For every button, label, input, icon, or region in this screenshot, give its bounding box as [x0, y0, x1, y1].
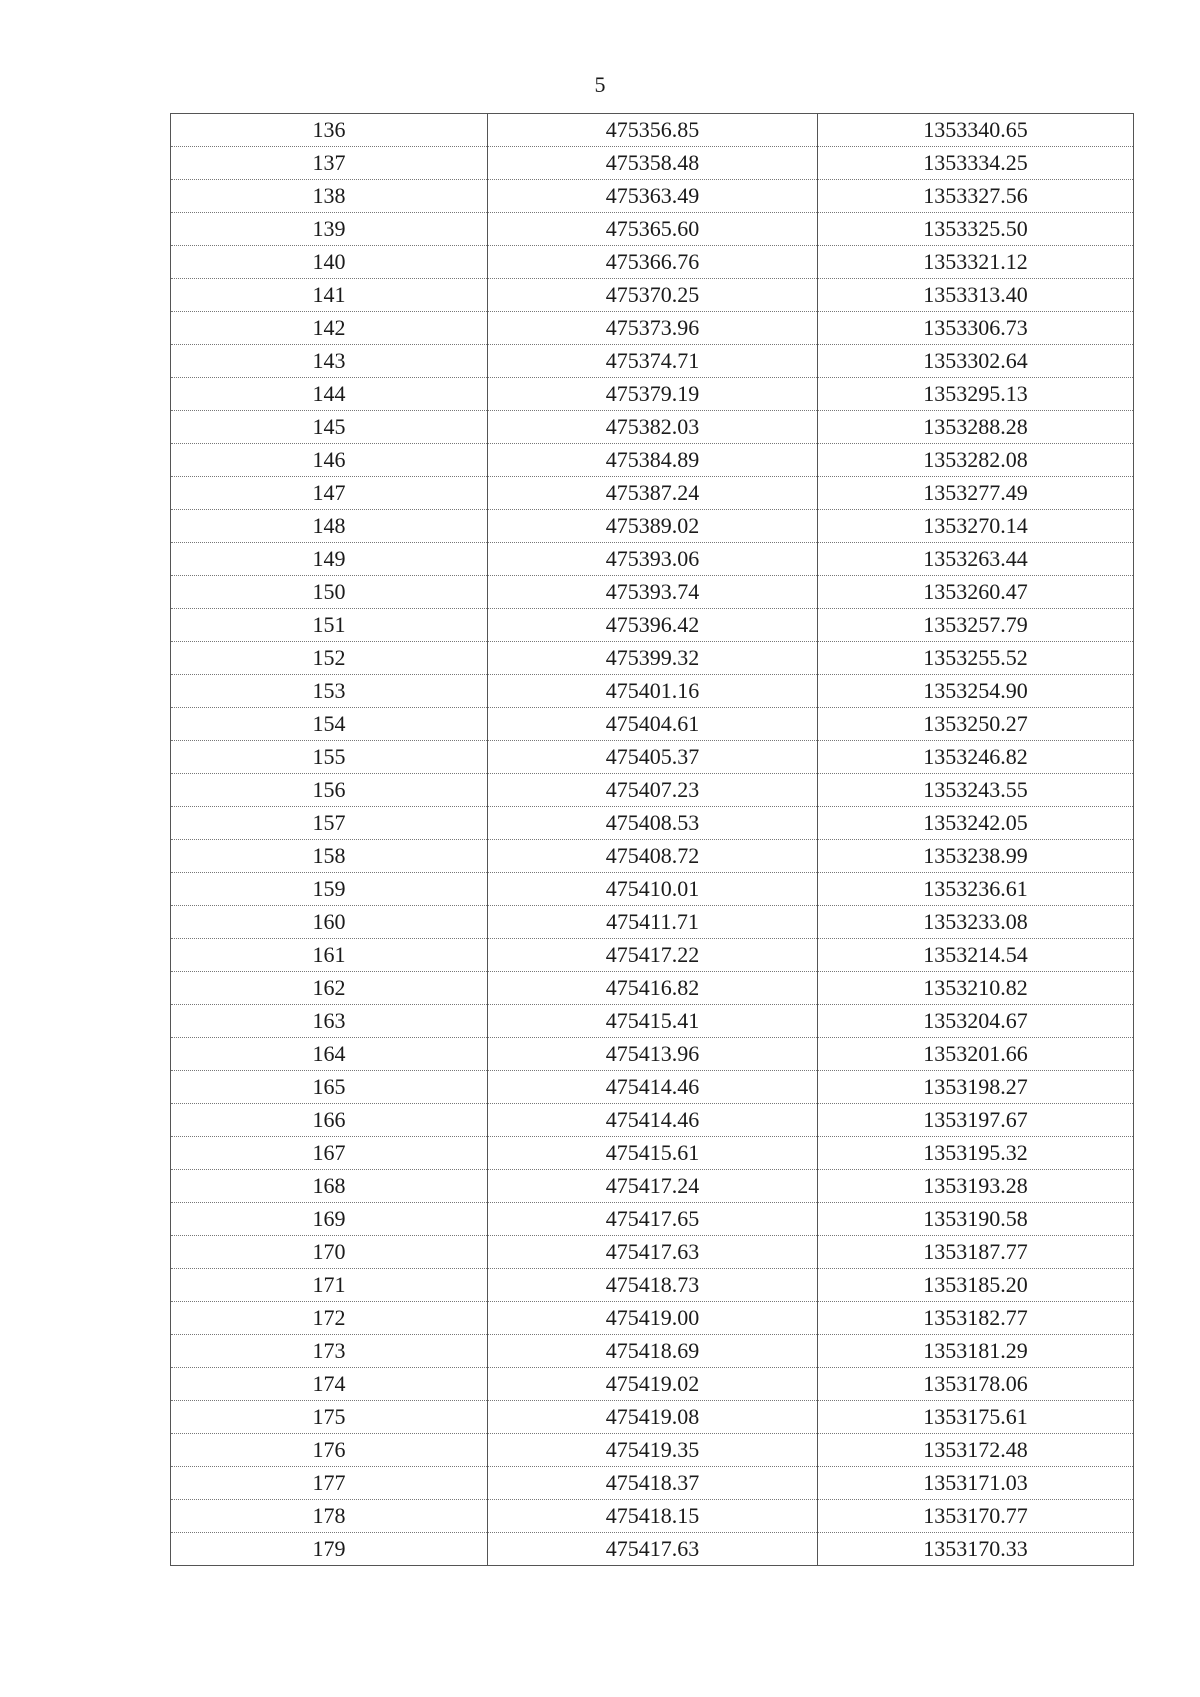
table-row: [171, 1533, 1134, 1566]
table-row: [171, 1434, 1134, 1467]
x-coordinate-cell: 475418.37: [488, 1467, 818, 1500]
y-coordinate-cell: 1353187.77: [818, 1236, 1134, 1269]
coordinates-table-body: [171, 114, 1134, 1566]
table-row: [171, 1203, 1134, 1236]
x-coordinate-cell: 475410.01: [488, 873, 818, 906]
point-number-cell: 168: [171, 1170, 488, 1203]
y-coordinate-cell: 1353263.44: [818, 543, 1134, 576]
y-coordinate-cell: 1353178.06: [818, 1368, 1134, 1401]
point-number-cell: 154: [171, 708, 488, 741]
table-row: [171, 807, 1134, 840]
y-coordinate-cell: 1353182.77: [818, 1302, 1134, 1335]
table-row: [171, 1302, 1134, 1335]
y-coordinate-cell: 1353238.99: [818, 840, 1134, 873]
y-coordinate-cell: 1353210.82: [818, 972, 1134, 1005]
x-coordinate-cell: 475393.06: [488, 543, 818, 576]
x-coordinate-cell: 475419.02: [488, 1368, 818, 1401]
x-coordinate-cell: 475418.15: [488, 1500, 818, 1533]
x-coordinate-cell: 475382.03: [488, 411, 818, 444]
y-coordinate-cell: 1353175.61: [818, 1401, 1134, 1434]
table-row: [171, 1269, 1134, 1302]
x-coordinate-cell: 475363.49: [488, 180, 818, 213]
point-number-cell: 167: [171, 1137, 488, 1170]
point-number-cell: 170: [171, 1236, 488, 1269]
page-number: 5: [594, 72, 606, 97]
table-row: [171, 741, 1134, 774]
y-coordinate-cell: 1353214.54: [818, 939, 1134, 972]
table-row: [171, 1170, 1134, 1203]
x-coordinate-cell: 475396.42: [488, 609, 818, 642]
x-coordinate-cell: 475417.22: [488, 939, 818, 972]
x-coordinate-cell: 475405.37: [488, 741, 818, 774]
y-coordinate-cell: 1353257.79: [818, 609, 1134, 642]
point-number-cell: 159: [171, 873, 488, 906]
point-number-cell: 156: [171, 774, 488, 807]
table-row: [171, 411, 1134, 444]
point-number-cell: 179: [171, 1533, 488, 1566]
y-coordinate-cell: 1353255.52: [818, 642, 1134, 675]
y-coordinate-cell: 1353254.90: [818, 675, 1134, 708]
x-coordinate-cell: 475413.96: [488, 1038, 818, 1071]
x-coordinate-cell: 475365.60: [488, 213, 818, 246]
table-row: [171, 972, 1134, 1005]
y-coordinate-cell: 1353190.58: [818, 1203, 1134, 1236]
point-number-cell: 138: [171, 180, 488, 213]
table-row: [171, 477, 1134, 510]
point-number-cell: 137: [171, 147, 488, 180]
x-coordinate-cell: 475417.63: [488, 1236, 818, 1269]
y-coordinate-cell: 1353246.82: [818, 741, 1134, 774]
x-coordinate-cell: 475384.89: [488, 444, 818, 477]
y-coordinate-cell: 1353236.61: [818, 873, 1134, 906]
y-coordinate-cell: 1353277.49: [818, 477, 1134, 510]
table-row: [171, 444, 1134, 477]
point-number-cell: 172: [171, 1302, 488, 1335]
table-row: [171, 147, 1134, 180]
table-row: [171, 576, 1134, 609]
table-row: [171, 510, 1134, 543]
y-coordinate-cell: 1353170.77: [818, 1500, 1134, 1533]
table-row: [171, 114, 1134, 147]
x-coordinate-cell: 475419.35: [488, 1434, 818, 1467]
point-number-cell: 153: [171, 675, 488, 708]
x-coordinate-cell: 475416.82: [488, 972, 818, 1005]
table-row: [171, 774, 1134, 807]
table-row: [171, 840, 1134, 873]
point-number-cell: 152: [171, 642, 488, 675]
point-number-cell: 150: [171, 576, 488, 609]
y-coordinate-cell: 1353242.05: [818, 807, 1134, 840]
y-coordinate-cell: 1353201.66: [818, 1038, 1134, 1071]
y-coordinate-cell: 1353185.20: [818, 1269, 1134, 1302]
point-number-cell: 140: [171, 246, 488, 279]
x-coordinate-cell: 475418.73: [488, 1269, 818, 1302]
table-row: [171, 642, 1134, 675]
point-number-cell: 162: [171, 972, 488, 1005]
y-coordinate-cell: 1353243.55: [818, 774, 1134, 807]
point-number-cell: 165: [171, 1071, 488, 1104]
point-number-cell: 173: [171, 1335, 488, 1368]
point-number-cell: 158: [171, 840, 488, 873]
point-number-cell: 148: [171, 510, 488, 543]
coordinates-table: [170, 113, 1134, 1566]
table-row: [171, 1038, 1134, 1071]
point-number-cell: 177: [171, 1467, 488, 1500]
point-number-cell: 145: [171, 411, 488, 444]
table-row: [171, 279, 1134, 312]
table-row: [171, 180, 1134, 213]
x-coordinate-cell: 475408.53: [488, 807, 818, 840]
point-number-cell: 169: [171, 1203, 488, 1236]
point-number-cell: 151: [171, 609, 488, 642]
x-coordinate-cell: 475393.74: [488, 576, 818, 609]
point-number-cell: 176: [171, 1434, 488, 1467]
x-coordinate-cell: 475414.46: [488, 1071, 818, 1104]
x-coordinate-cell: 475417.63: [488, 1533, 818, 1566]
table-row: [171, 1137, 1134, 1170]
y-coordinate-cell: 1353204.67: [818, 1005, 1134, 1038]
y-coordinate-cell: 1353340.65: [818, 114, 1134, 147]
table-row: [171, 1104, 1134, 1137]
table-row: [171, 1368, 1134, 1401]
y-coordinate-cell: 1353270.14: [818, 510, 1134, 543]
point-number-cell: 166: [171, 1104, 488, 1137]
y-coordinate-cell: 1353288.28: [818, 411, 1134, 444]
x-coordinate-cell: 475399.32: [488, 642, 818, 675]
table-row: [171, 1071, 1134, 1104]
x-coordinate-cell: 475401.16: [488, 675, 818, 708]
x-coordinate-cell: 475356.85: [488, 114, 818, 147]
point-number-cell: 161: [171, 939, 488, 972]
table-row: [171, 213, 1134, 246]
point-number-cell: 143: [171, 345, 488, 378]
table-row: [171, 939, 1134, 972]
table-row: [171, 1500, 1134, 1533]
x-coordinate-cell: 475373.96: [488, 312, 818, 345]
x-coordinate-cell: 475407.23: [488, 774, 818, 807]
y-coordinate-cell: 1353172.48: [818, 1434, 1134, 1467]
y-coordinate-cell: 1353306.73: [818, 312, 1134, 345]
table-row: [171, 708, 1134, 741]
table-row: [171, 873, 1134, 906]
point-number-cell: 144: [171, 378, 488, 411]
y-coordinate-cell: 1353181.29: [818, 1335, 1134, 1368]
y-coordinate-cell: 1353198.27: [818, 1071, 1134, 1104]
y-coordinate-cell: 1353325.50: [818, 213, 1134, 246]
x-coordinate-cell: 475417.24: [488, 1170, 818, 1203]
x-coordinate-cell: 475370.25: [488, 279, 818, 312]
point-number-cell: 149: [171, 543, 488, 576]
table-row: [171, 1467, 1134, 1500]
y-coordinate-cell: 1353260.47: [818, 576, 1134, 609]
y-coordinate-cell: 1353295.13: [818, 378, 1134, 411]
y-coordinate-cell: 1353302.64: [818, 345, 1134, 378]
point-number-cell: 136: [171, 114, 488, 147]
x-coordinate-cell: 475419.00: [488, 1302, 818, 1335]
y-coordinate-cell: 1353171.03: [818, 1467, 1134, 1500]
y-coordinate-cell: 1353233.08: [818, 906, 1134, 939]
y-coordinate-cell: 1353195.32: [818, 1137, 1134, 1170]
point-number-cell: 174: [171, 1368, 488, 1401]
table-row: [171, 1005, 1134, 1038]
x-coordinate-cell: 475417.65: [488, 1203, 818, 1236]
point-number-cell: 178: [171, 1500, 488, 1533]
y-coordinate-cell: 1353193.28: [818, 1170, 1134, 1203]
point-number-cell: 139: [171, 213, 488, 246]
table-row: [171, 1335, 1134, 1368]
point-number-cell: 146: [171, 444, 488, 477]
table-row: [171, 378, 1134, 411]
table-row: [171, 543, 1134, 576]
table-row: [171, 246, 1134, 279]
x-coordinate-cell: 475387.24: [488, 477, 818, 510]
x-coordinate-cell: 475358.48: [488, 147, 818, 180]
x-coordinate-cell: 475404.61: [488, 708, 818, 741]
x-coordinate-cell: 475389.02: [488, 510, 818, 543]
x-coordinate-cell: 475411.71: [488, 906, 818, 939]
table-row: [171, 609, 1134, 642]
x-coordinate-cell: 475414.46: [488, 1104, 818, 1137]
y-coordinate-cell: 1353327.56: [818, 180, 1134, 213]
x-coordinate-cell: 475415.41: [488, 1005, 818, 1038]
x-coordinate-cell: 475379.19: [488, 378, 818, 411]
point-number-cell: 141: [171, 279, 488, 312]
table-row: [171, 1401, 1134, 1434]
point-number-cell: 157: [171, 807, 488, 840]
point-number-cell: 160: [171, 906, 488, 939]
table-row: [171, 1236, 1134, 1269]
point-number-cell: 163: [171, 1005, 488, 1038]
y-coordinate-cell: 1353250.27: [818, 708, 1134, 741]
table-row: [171, 675, 1134, 708]
point-number-cell: 164: [171, 1038, 488, 1071]
point-number-cell: 155: [171, 741, 488, 774]
point-number-cell: 175: [171, 1401, 488, 1434]
x-coordinate-cell: 475408.72: [488, 840, 818, 873]
x-coordinate-cell: 475366.76: [488, 246, 818, 279]
x-coordinate-cell: 475419.08: [488, 1401, 818, 1434]
y-coordinate-cell: 1353170.33: [818, 1533, 1134, 1566]
x-coordinate-cell: 475418.69: [488, 1335, 818, 1368]
table-row: [171, 312, 1134, 345]
point-number-cell: 147: [171, 477, 488, 510]
y-coordinate-cell: 1353313.40: [818, 279, 1134, 312]
y-coordinate-cell: 1353321.12: [818, 246, 1134, 279]
y-coordinate-cell: 1353282.08: [818, 444, 1134, 477]
point-number-cell: 171: [171, 1269, 488, 1302]
table-row: [171, 906, 1134, 939]
x-coordinate-cell: 475415.61: [488, 1137, 818, 1170]
point-number-cell: 142: [171, 312, 488, 345]
y-coordinate-cell: 1353334.25: [818, 147, 1134, 180]
x-coordinate-cell: 475374.71: [488, 345, 818, 378]
table-row: [171, 345, 1134, 378]
y-coordinate-cell: 1353197.67: [818, 1104, 1134, 1137]
